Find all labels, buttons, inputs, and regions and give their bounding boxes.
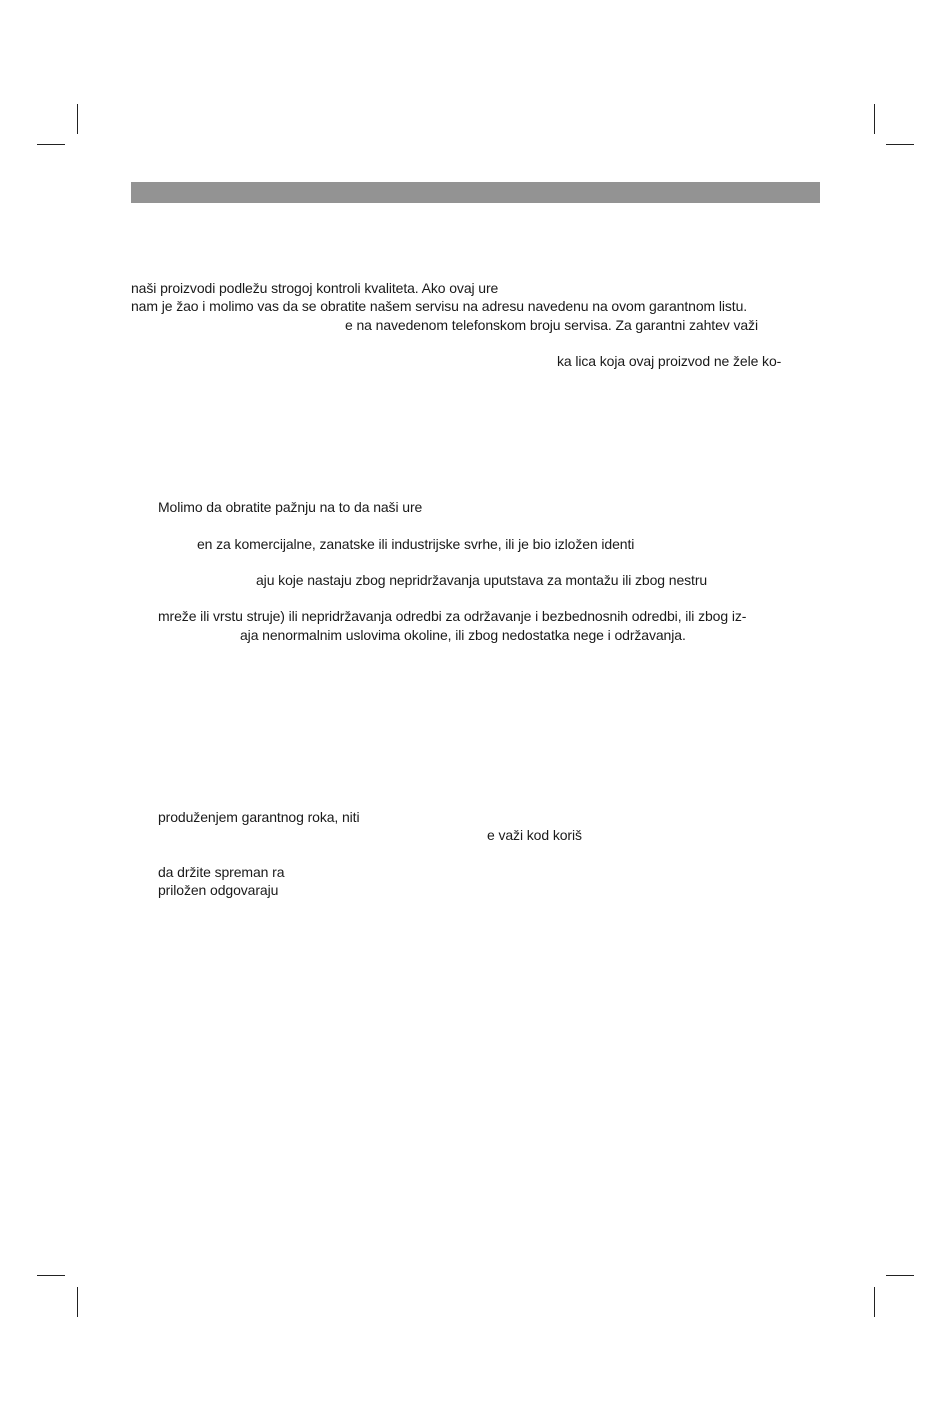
crop-mark-top-left-vertical: [77, 104, 78, 134]
crop-mark-bottom-left-horizontal: [37, 1275, 65, 1276]
intro-line-3: e na navedenom telefonskom broju servisa. Za garantni zahtev važi: [345, 317, 758, 333]
conditions-line-3: aju koje nastaju zbog nepridržavanja uputstava za montažu ili zbog nestru: [256, 572, 708, 588]
crop-mark-bottom-right-horizontal: [886, 1275, 914, 1276]
conditions-line-4: mreže ili vrstu struje) ili nepridržavanja odredbi za održavanje i bezbednosnih odredbi, ili zbog iz-: [158, 608, 747, 624]
crop-mark-top-right-vertical: [874, 104, 875, 134]
crop-mark-top-left-horizontal: [37, 144, 65, 145]
intro-line-2: nam je žao i molimo vas da se obratite našem servisu na adresu navedenu na ovom garantnom listu.: [131, 298, 748, 314]
crop-mark-bottom-right-vertical: [874, 1287, 875, 1317]
crop-mark-bottom-left-vertical: [77, 1287, 78, 1317]
warranty-line-3: da držite spreman ra: [158, 864, 285, 880]
intro-line-4: ka lica koja ovaj proizvod ne žele ko-: [557, 353, 782, 369]
crop-mark-top-right-horizontal: [886, 144, 914, 145]
section-header-bar: [131, 182, 820, 203]
warranty-line-1: produženjem garantnog roka, niti: [158, 809, 360, 825]
conditions-line-5: aja nenormalnim uslovima okoline, ili zbog nedostatka nege i održavanja.: [240, 627, 686, 643]
intro-line-1: naši proizvodi podležu strogoj kontroli kvaliteta. Ako ovaj ure: [131, 280, 499, 296]
conditions-line-1: Molimo da obratite pažnju na to da naši ure: [158, 499, 423, 515]
warranty-line-4: priložen odgovaraju: [158, 882, 279, 898]
warranty-line-2: e važi kod koriš: [487, 827, 582, 843]
conditions-line-2: en za komercijalne, zanatske ili industrijske svrhe, ili je bio izložen identi: [197, 536, 635, 552]
